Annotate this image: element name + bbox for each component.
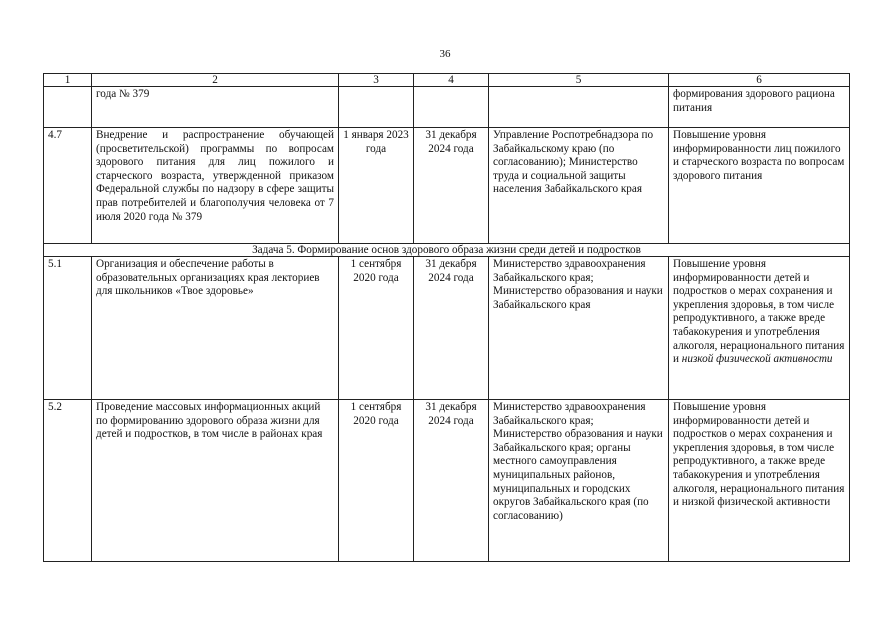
cell-num: 4.7 bbox=[44, 128, 92, 244]
result-text-tail: низкой физической активности bbox=[681, 353, 833, 366]
cell-end bbox=[414, 87, 489, 128]
table-row-5-2 bbox=[44, 400, 850, 562]
cell-executors: Министерство здравоохранения Забайкальского края; Министерство образования и науки Забайкальского края; органы местного самоуправления муниципальных районов, муниципальных и городских округов Забайкальского края (по согласованию) bbox=[489, 400, 669, 562]
task-5-heading: Задача 5. Формирование основ здорового образа жизни среди детей и подростков bbox=[44, 244, 850, 257]
header-col-5: 5 bbox=[489, 74, 669, 87]
cell-end: 31 декабря 2024 года bbox=[414, 400, 489, 562]
header-col-1: 1 bbox=[44, 74, 92, 87]
result-text: Повышение уровня информированности детей и подростков о мерах сохранения и укрепления здоровья, в том числе репродуктивного, а также вреде табакокурения и употребления алкоголя, нерационального питания и bbox=[673, 258, 845, 366]
cell-executors bbox=[489, 87, 669, 128]
cell-action: Организация и обеспечение работы в образовательных организациях края лекториев для школьников «Твое здоровье» bbox=[92, 257, 339, 400]
cell-start bbox=[339, 87, 414, 128]
cell-num: 5.1 bbox=[44, 257, 92, 400]
table-row-4-7 bbox=[44, 128, 850, 244]
cell-action: Проведение массовых информационных акций по формированию здорового образа жизни для детей и подростков, в том числе в районах края bbox=[92, 400, 339, 562]
cell-start: 1 января 2023 года bbox=[339, 128, 414, 244]
task-heading-row bbox=[44, 244, 850, 257]
cell-num: 5.2 bbox=[44, 400, 92, 562]
cell-executors: Министерство здравоохранения Забайкальского края; Министерство образования и науки Забайкальского края bbox=[489, 257, 669, 400]
cell-result: Повышение уровня информированности лиц пожилого и старческого возраста по вопросам здорового питания bbox=[669, 128, 850, 244]
cell-num bbox=[44, 87, 92, 128]
cell-action: Внедрение и распространение обучающей (просветительской) программы по вопросам здорового питания для лиц пожилого и старческого возраста, утвержденной приказом Федеральной службы по надзору в сфере защиты прав потребителей и благополучия человека от 7 июля 2020 года № 379 bbox=[92, 128, 339, 244]
cell-action: года № 379 bbox=[92, 87, 339, 128]
header-col-4: 4 bbox=[414, 74, 489, 87]
measures-table bbox=[43, 73, 850, 562]
header-col-2: 2 bbox=[92, 74, 339, 87]
cell-result: Повышение уровня информированности детей и подростков о мерах сохранения и укрепления здоровья, в том числе репродуктивного, а также вреде табакокурения и употребления алкоголя, нерационального питания и низкой физической активности bbox=[669, 400, 850, 562]
cell-start: 1 сентября 2020 года bbox=[339, 257, 414, 400]
header-col-6: 6 bbox=[669, 74, 850, 87]
table-row-5-1 bbox=[44, 257, 850, 400]
table-row-continuation bbox=[44, 87, 850, 128]
cell-result bbox=[669, 257, 850, 400]
cell-executors: Управление Роспотребнадзора по Забайкальскому краю (по согласованию); Министерство труда и социальной защиты населения Забайкальского края bbox=[489, 128, 669, 244]
cell-end: 31 декабря 2024 года bbox=[414, 257, 489, 400]
page-number: 36 bbox=[439, 48, 451, 60]
cell-result: формирования здорового рациона питания bbox=[669, 87, 850, 128]
cell-start: 1 сентября 2020 года bbox=[339, 400, 414, 562]
header-row bbox=[44, 74, 850, 87]
header-col-3: 3 bbox=[339, 74, 414, 87]
cell-end: 31 декабря 2024 года bbox=[414, 128, 489, 244]
